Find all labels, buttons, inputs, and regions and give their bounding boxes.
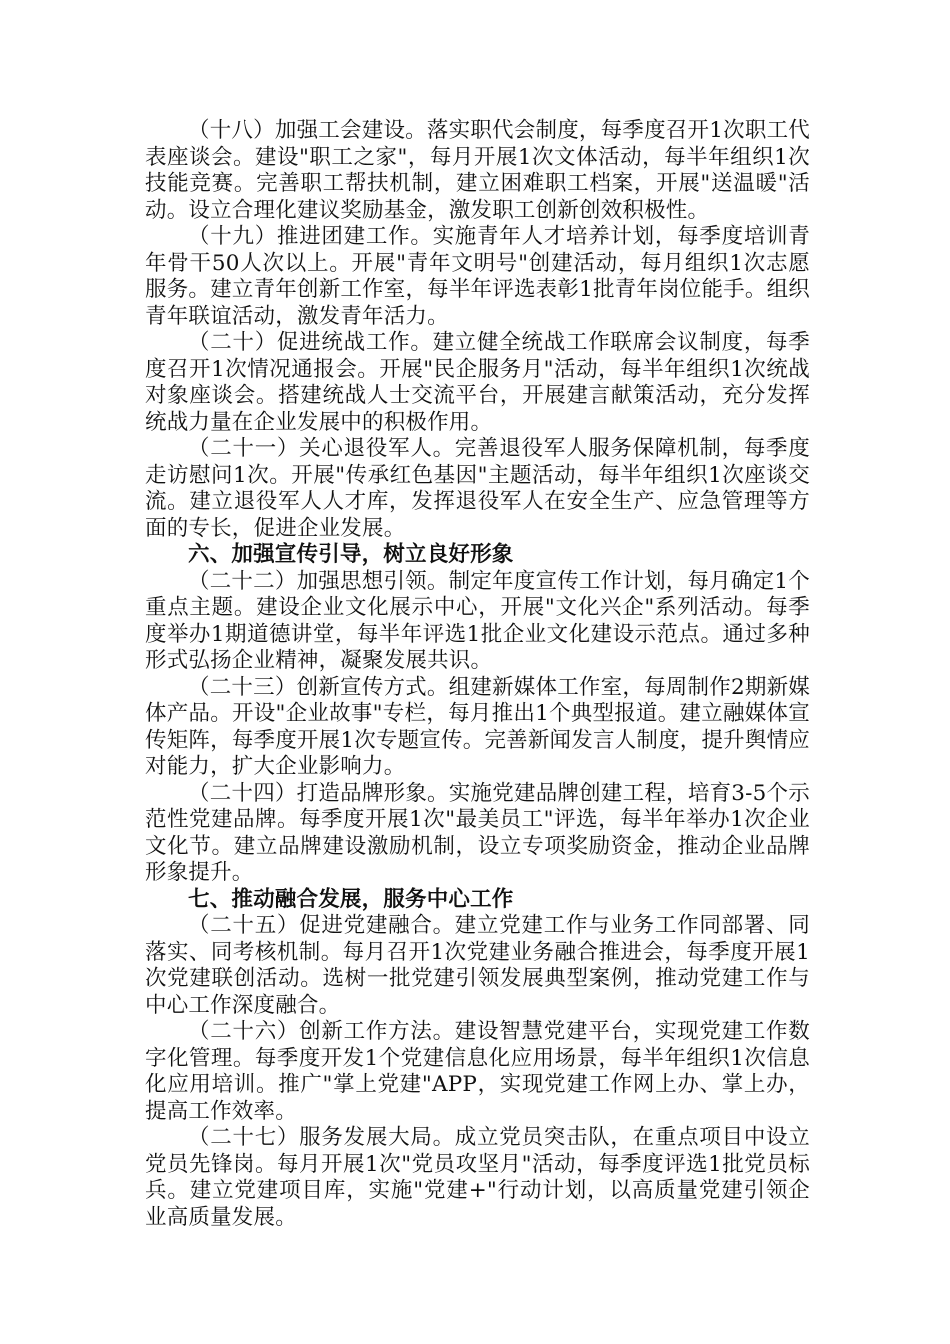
paragraph-26: （二十六）创新工作方法。建设智慧党建平台，实现党建工作数字化管理。每季度开发1个党建信息化应用场景，每半年组织1次信息化应用培训。推广"掌上党建"APP，实现党建工作网上办、掌上办，提高工作效率。 — [145, 1019, 810, 1124]
paragraph-21: （二十一）关心退役军人。完善退役军人服务保障机制，每季度走访慰问1次。开展"传承红色基因"主题活动，每半年组织1次座谈交流。建立退役军人人才库，发挥退役军人在安全生产、应急管理等方面的专长，促进企业发展。 — [145, 436, 810, 541]
paragraph-19: （十九）推进团建工作。实施青年人才培养计划，每季度培训青年骨干50人次以上。开展"青年文明号"创建活动，每月组织1次志愿服务。建立青年创新工作室，每半年评选表彰1批青年岗位能手。组织青年联谊活动，激发青年活力。 — [145, 224, 810, 329]
paragraph-24: （二十四）打造品牌形象。实施党建品牌创建工程，培育3-5个示范性党建品牌。每季度开展1次"最美员工"评选，每半年举办1次企业文化节。建立品牌建设激励机制，设立专项奖励资金，推动企业品牌形象提升。 — [145, 780, 810, 885]
paragraph-18: （十八）加强工会建设。落实职代会制度，每季度召开1次职工代表座谈会。建设"职工之家"，每月开展1次文体活动，每半年组织1次技能竞赛。完善职工帮扶机制，建立困难职工档案，开展"送温暖"活动。设立合理化建议奖励基金，激发职工创新创效积极性。 — [145, 118, 810, 223]
section-heading-6: 六、加强宣传引导，树立良好形象 — [188, 542, 514, 567]
section-heading-7: 七、推动融合发展，服务中心工作 — [188, 886, 514, 912]
paragraph-20: （二十）促进统战工作。建立健全统战工作联席会议制度，每季度召开1次情况通报会。开展"民企服务月"活动，每半年组织1次统战对象座谈会。搭建统战人士交流平台，开展建言献策活动，充分发挥统战力量在企业发展中的积极作用。 — [145, 330, 810, 435]
paragraph-25: （二十五）促进党建融合。建立党建工作与业务工作同部署、同落实、同考核机制。每月召开1次党建业务融合推进会，每季度开展1次党建联创活动。选树一批党建引领发展典型案例，推动党建工作与中心工作深度融合。 — [145, 913, 810, 1018]
document-page — [145, 118, 810, 1231]
paragraph-22: （二十二）加强思想引领。制定年度宣传工作计划，每月确定1个重点主题。建设企业文化展示中心，开展"文化兴企"系列活动。每季度举办1期道德讲堂，每半年评选1批企业文化建设示范点。通过多种形式弘扬企业精神，凝聚发展共识。 — [145, 568, 810, 673]
paragraph-23: （二十三）创新宣传方式。组建新媒体工作室，每周制作2期新媒体产品。开设"企业故事"专栏，每月推出1个典型报道。建立融媒体宣传矩阵，每季度开展1次专题宣传。完善新闻发言人制度，提升舆情应对能力，扩大企业影响力。 — [145, 674, 810, 779]
paragraph-27: （二十七）服务发展大局。成立党员突击队，在重点项目中设立党员先锋岗。每月开展1次"党员攻坚月"活动，每季度评选1批党员标兵。建立党建项目库，实施"党建+"行动计划，以高质量党建引领企业高质量发展。 — [145, 1125, 810, 1230]
